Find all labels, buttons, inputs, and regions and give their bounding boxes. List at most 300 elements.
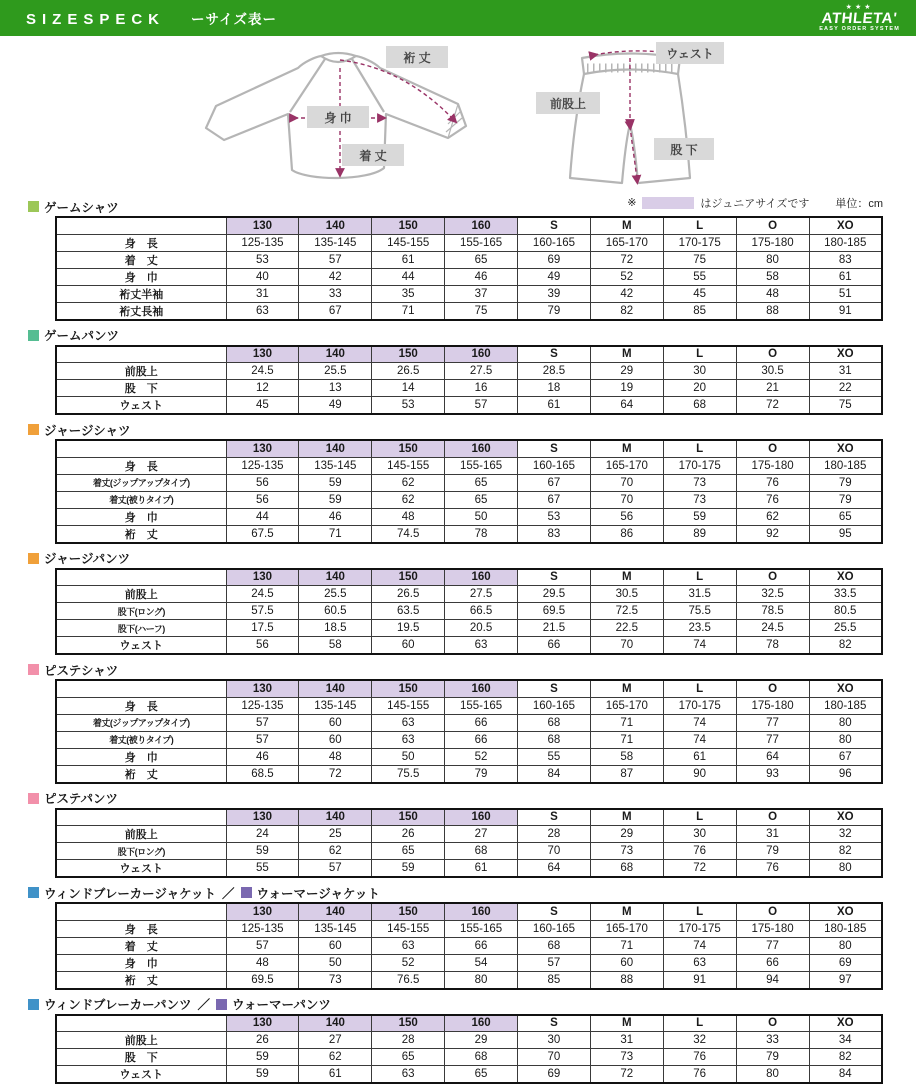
section-title-text: ゲームシャツ	[44, 198, 119, 216]
size-value-cell: 57.5	[226, 603, 299, 620]
table-title	[28, 791, 916, 806]
table-row	[56, 1066, 882, 1084]
size-value-cell: 64	[736, 748, 809, 765]
size-header-row	[56, 346, 882, 363]
size-value-cell: 125-135	[226, 234, 299, 251]
size-value-cell: 175-180	[736, 920, 809, 937]
size-value-cell: 80	[736, 251, 809, 268]
size-value-cell: 64	[518, 860, 591, 878]
size-value-cell: 135-145	[299, 920, 372, 937]
size-column-header: L	[663, 440, 736, 457]
size-column-header: S	[518, 440, 591, 457]
size-value-cell: 71	[299, 525, 372, 543]
size-value-cell: 31.5	[663, 586, 736, 603]
junior-swatch	[642, 197, 694, 209]
size-value-cell: 52	[590, 268, 663, 285]
section-title-text: ジャージパンツ	[44, 549, 130, 567]
size-value-cell: 49	[299, 397, 372, 415]
size-column-header: XO	[809, 346, 882, 363]
size-value-cell: 62	[299, 843, 372, 860]
size-value-cell: 25	[299, 826, 372, 843]
size-column-header: L	[663, 217, 736, 234]
size-column-header: M	[590, 217, 663, 234]
size-value-cell: 60	[299, 937, 372, 954]
size-value-cell: 70	[590, 637, 663, 655]
size-column-header: XO	[809, 569, 882, 586]
logo-tagline: EASY ORDER SYSTEM	[819, 27, 900, 33]
size-value-cell: 145-155	[372, 457, 445, 474]
size-value-cell: 77	[736, 714, 809, 731]
size-value-cell: 62	[299, 1049, 372, 1066]
measure-label: 着丈(被りタイプ)	[56, 731, 226, 748]
size-value-cell: 67	[299, 302, 372, 320]
size-value-cell: 175-180	[736, 457, 809, 474]
empty-corner-cell	[56, 217, 226, 234]
size-value-cell: 125-135	[226, 697, 299, 714]
size-table-section	[0, 885, 916, 990]
table-row	[56, 457, 882, 474]
size-value-cell: 86	[590, 525, 663, 543]
page-title-ja: ーサイズ表ー	[191, 8, 277, 28]
size-value-cell: 40	[226, 268, 299, 285]
size-column-header: O	[736, 569, 809, 586]
size-value-cell: 55	[663, 268, 736, 285]
table-row	[56, 508, 882, 525]
size-header-row	[56, 217, 882, 234]
size-value-cell: 79	[518, 302, 591, 320]
size-table-section	[0, 997, 916, 1084]
size-table-section	[0, 199, 916, 321]
size-value-cell: 90	[663, 765, 736, 783]
size-value-cell: 57	[445, 397, 518, 415]
table-row	[56, 920, 882, 937]
size-column-header: S	[518, 217, 591, 234]
size-value-cell: 180-185	[809, 920, 882, 937]
size-value-cell: 60	[299, 714, 372, 731]
size-column-header: 130	[226, 569, 299, 586]
size-column-header: 160	[445, 440, 518, 457]
size-value-cell: 48	[299, 748, 372, 765]
size-value-cell: 53	[226, 251, 299, 268]
size-column-header: 140	[299, 1015, 372, 1032]
size-value-cell: 76	[663, 1049, 736, 1066]
svg-text:前股上: 前股上	[550, 96, 586, 111]
measure-label: 裄丈半袖	[56, 285, 226, 302]
size-value-cell: 24.5	[226, 586, 299, 603]
size-value-cell: 170-175	[663, 457, 736, 474]
size-value-cell: 30	[663, 826, 736, 843]
size-column-header: S	[518, 346, 591, 363]
size-value-cell: 48	[372, 508, 445, 525]
size-value-cell: 65	[445, 1066, 518, 1084]
size-value-cell: 33.5	[809, 586, 882, 603]
size-table	[55, 808, 883, 879]
measure-label: 裄丈長袖	[56, 302, 226, 320]
svg-text:着 丈: 着 丈	[359, 148, 386, 163]
size-value-cell: 65	[372, 843, 445, 860]
size-value-cell: 69.5	[226, 971, 299, 989]
size-value-cell: 72.5	[590, 603, 663, 620]
size-value-cell: 50	[372, 748, 445, 765]
svg-text:ウェスト: ウェスト	[666, 47, 714, 61]
size-value-cell: 82	[590, 302, 663, 320]
table-row	[56, 954, 882, 971]
measure-label: ウェスト	[56, 397, 226, 415]
size-value-cell: 20	[663, 380, 736, 397]
size-value-cell: 58	[299, 637, 372, 655]
size-value-cell: 29	[590, 826, 663, 843]
size-value-cell: 50	[299, 954, 372, 971]
size-value-cell: 26	[372, 826, 445, 843]
section-title-text: ジャージシャツ	[44, 421, 130, 439]
size-value-cell: 76	[736, 474, 809, 491]
size-value-cell: 88	[736, 302, 809, 320]
size-value-cell: 135-145	[299, 457, 372, 474]
size-value-cell: 125-135	[226, 920, 299, 937]
size-value-cell: 79	[445, 765, 518, 783]
size-value-cell: 71	[372, 302, 445, 320]
size-value-cell: 27.5	[445, 586, 518, 603]
size-value-cell: 92	[736, 525, 809, 543]
table-row	[56, 234, 882, 251]
table-row	[56, 843, 882, 860]
section-title-text: ゲームパンツ	[44, 326, 119, 344]
section-bullet-icon	[241, 887, 252, 898]
size-value-cell: 29.5	[518, 586, 591, 603]
size-value-cell: 170-175	[663, 697, 736, 714]
size-value-cell: 59	[299, 474, 372, 491]
table-row	[56, 363, 882, 380]
size-table	[55, 679, 883, 784]
size-value-cell: 34	[809, 1032, 882, 1049]
size-table-section	[0, 551, 916, 656]
size-value-cell: 72	[590, 251, 663, 268]
size-value-cell: 27	[445, 826, 518, 843]
measure-label: 裄 丈	[56, 971, 226, 989]
size-value-cell: 180-185	[809, 697, 882, 714]
measure-label: 股下(ロング)	[56, 603, 226, 620]
size-value-cell: 60	[590, 954, 663, 971]
size-value-cell: 160-165	[518, 920, 591, 937]
size-value-cell: 74	[663, 637, 736, 655]
size-value-cell: 74	[663, 714, 736, 731]
size-value-cell: 20.5	[445, 620, 518, 637]
size-column-header: O	[736, 680, 809, 697]
size-column-header: S	[518, 903, 591, 920]
measure-label: 身 長	[56, 457, 226, 474]
size-value-cell: 68	[518, 714, 591, 731]
size-value-cell: 33	[736, 1032, 809, 1049]
note-mark: ※	[627, 196, 636, 209]
table-title	[28, 997, 916, 1012]
size-value-cell: 160-165	[518, 234, 591, 251]
size-value-cell: 56	[226, 491, 299, 508]
size-value-cell: 65	[809, 508, 882, 525]
size-value-cell: 82	[809, 1049, 882, 1066]
size-value-cell: 95	[809, 525, 882, 543]
size-value-cell: 59	[226, 1066, 299, 1084]
size-value-cell: 80.5	[809, 603, 882, 620]
size-value-cell: 46	[226, 748, 299, 765]
table-title	[28, 422, 916, 437]
measure-label: 身 長	[56, 234, 226, 251]
table-row	[56, 268, 882, 285]
size-value-cell: 69	[518, 251, 591, 268]
size-header-row	[56, 809, 882, 826]
size-value-cell: 67	[518, 491, 591, 508]
size-column-header: L	[663, 903, 736, 920]
size-value-cell: 22.5	[590, 620, 663, 637]
size-value-cell: 61	[445, 860, 518, 878]
table-row	[56, 731, 882, 748]
size-value-cell: 61	[518, 397, 591, 415]
size-value-cell: 73	[663, 491, 736, 508]
size-value-cell: 79	[809, 474, 882, 491]
size-value-cell: 82	[809, 843, 882, 860]
size-column-header: 140	[299, 903, 372, 920]
empty-corner-cell	[56, 809, 226, 826]
measure-label: 身 巾	[56, 954, 226, 971]
size-value-cell: 72	[299, 765, 372, 783]
size-value-cell: 52	[372, 954, 445, 971]
size-value-cell: 37	[445, 285, 518, 302]
size-value-cell: 14	[372, 380, 445, 397]
size-value-cell: 75	[663, 251, 736, 268]
size-value-cell: 69.5	[518, 603, 591, 620]
size-value-cell: 72	[736, 397, 809, 415]
size-value-cell: 62	[372, 474, 445, 491]
section-bullet-icon	[28, 664, 39, 675]
size-value-cell: 125-135	[226, 457, 299, 474]
section-title-text: ウォーマージャケット	[257, 884, 380, 902]
size-value-cell: 63	[372, 714, 445, 731]
size-column-header: 130	[226, 903, 299, 920]
size-value-cell: 66.5	[445, 603, 518, 620]
size-column-header: 160	[445, 346, 518, 363]
size-value-cell: 18.5	[299, 620, 372, 637]
size-value-cell: 53	[518, 508, 591, 525]
size-table-section	[0, 422, 916, 544]
table-row	[56, 637, 882, 655]
size-value-cell: 71	[590, 714, 663, 731]
measure-label: 前股上	[56, 1032, 226, 1049]
size-value-cell: 58	[590, 748, 663, 765]
size-value-cell: 79	[736, 1049, 809, 1066]
table-row	[56, 697, 882, 714]
size-value-cell: 25.5	[299, 363, 372, 380]
size-value-cell: 31	[809, 363, 882, 380]
size-value-cell: 63	[663, 954, 736, 971]
size-column-header: XO	[809, 217, 882, 234]
size-value-cell: 70	[590, 474, 663, 491]
measure-label: 裄 丈	[56, 525, 226, 543]
size-value-cell: 165-170	[590, 697, 663, 714]
section-bullet-icon	[28, 424, 39, 435]
svg-text:股 下: 股 下	[670, 142, 697, 157]
size-column-header: 150	[372, 217, 445, 234]
size-value-cell: 62	[736, 508, 809, 525]
size-value-cell: 46	[299, 508, 372, 525]
size-value-cell: 76.5	[372, 971, 445, 989]
athleta-logo	[819, 4, 904, 33]
size-value-cell: 80	[809, 937, 882, 954]
size-value-cell: 180-185	[809, 234, 882, 251]
size-value-cell: 24	[226, 826, 299, 843]
page-title	[26, 8, 277, 28]
size-column-header: S	[518, 569, 591, 586]
size-value-cell: 85	[663, 302, 736, 320]
table-row	[56, 302, 882, 320]
table-row	[56, 971, 882, 989]
size-value-cell: 80	[809, 714, 882, 731]
size-value-cell: 67	[518, 474, 591, 491]
size-value-cell: 17.5	[226, 620, 299, 637]
size-column-header: L	[663, 809, 736, 826]
size-value-cell: 25.5	[299, 586, 372, 603]
size-value-cell: 28	[372, 1032, 445, 1049]
size-column-header: M	[590, 680, 663, 697]
size-value-cell: 78	[736, 637, 809, 655]
size-value-cell: 84	[809, 1066, 882, 1084]
size-column-header: L	[663, 680, 736, 697]
size-value-cell: 72	[663, 860, 736, 878]
size-column-header: 150	[372, 809, 445, 826]
size-value-cell: 42	[299, 268, 372, 285]
logo-stars-icon: ★★★	[819, 4, 900, 11]
size-value-cell: 46	[445, 268, 518, 285]
size-value-cell: 26.5	[372, 586, 445, 603]
table-title	[28, 551, 916, 566]
measure-label: 身 巾	[56, 268, 226, 285]
empty-corner-cell	[56, 346, 226, 363]
size-value-cell: 70	[518, 843, 591, 860]
size-value-cell: 73	[663, 474, 736, 491]
size-value-cell: 70	[518, 1049, 591, 1066]
size-value-cell: 39	[518, 285, 591, 302]
shirt-diagram	[190, 42, 490, 194]
size-value-cell: 56	[226, 637, 299, 655]
size-value-cell: 73	[590, 1049, 663, 1066]
size-column-header: 140	[299, 680, 372, 697]
size-value-cell: 155-165	[445, 457, 518, 474]
size-column-header: 140	[299, 440, 372, 457]
size-value-cell: 24.5	[226, 363, 299, 380]
size-value-cell: 49	[518, 268, 591, 285]
size-value-cell: 66	[445, 714, 518, 731]
size-value-cell: 68	[663, 397, 736, 415]
size-value-cell: 85	[518, 971, 591, 989]
size-value-cell: 67.5	[226, 525, 299, 543]
table-row	[56, 491, 882, 508]
measurement-diagrams	[0, 36, 916, 196]
size-value-cell: 35	[372, 285, 445, 302]
size-column-header: O	[736, 809, 809, 826]
section-title-text: ピステパンツ	[44, 789, 118, 807]
size-value-cell: 69	[809, 954, 882, 971]
table-row	[56, 826, 882, 843]
size-value-cell: 63	[372, 731, 445, 748]
table-row	[56, 714, 882, 731]
size-column-header: 160	[445, 680, 518, 697]
size-value-cell: 64	[590, 397, 663, 415]
size-value-cell: 75.5	[372, 765, 445, 783]
size-value-cell: 78.5	[736, 603, 809, 620]
table-row	[56, 620, 882, 637]
size-value-cell: 57	[299, 860, 372, 878]
measure-label: 股 下	[56, 380, 226, 397]
size-value-cell: 75	[809, 397, 882, 415]
size-value-cell: 31	[736, 826, 809, 843]
size-header-row	[56, 569, 882, 586]
size-value-cell: 68	[518, 937, 591, 954]
size-value-cell: 72	[590, 1066, 663, 1084]
size-value-cell: 165-170	[590, 234, 663, 251]
size-value-cell: 77	[736, 731, 809, 748]
size-value-cell: 16	[445, 380, 518, 397]
size-column-header: O	[736, 217, 809, 234]
size-value-cell: 155-165	[445, 920, 518, 937]
size-value-cell: 30.5	[736, 363, 809, 380]
size-table	[55, 1014, 883, 1084]
svg-text:身 巾: 身 巾	[324, 110, 351, 125]
size-value-cell: 59	[299, 491, 372, 508]
size-column-header: O	[736, 440, 809, 457]
size-value-cell: 76	[736, 491, 809, 508]
section-bullet-icon	[28, 793, 39, 804]
size-column-header: O	[736, 1015, 809, 1032]
measure-label: 着丈(ジップアップタイプ)	[56, 474, 226, 491]
size-column-header: 150	[372, 1015, 445, 1032]
size-value-cell: 23.5	[663, 620, 736, 637]
measure-label: ウェスト	[56, 637, 226, 655]
measure-label: 股下(ロング)	[56, 843, 226, 860]
size-value-cell: 57	[226, 937, 299, 954]
size-column-header: L	[663, 346, 736, 363]
size-value-cell: 145-155	[372, 697, 445, 714]
title-separator: ／	[222, 884, 235, 902]
pants-diagram	[534, 42, 726, 194]
size-value-cell: 74	[663, 937, 736, 954]
size-value-cell: 48	[736, 285, 809, 302]
size-column-header: O	[736, 346, 809, 363]
size-value-cell: 33	[299, 285, 372, 302]
size-value-cell: 68	[518, 731, 591, 748]
size-value-cell: 66	[736, 954, 809, 971]
size-table-section	[0, 328, 916, 416]
size-value-cell: 65	[445, 474, 518, 491]
size-value-cell: 51	[809, 285, 882, 302]
size-value-cell: 19	[590, 380, 663, 397]
size-column-header: O	[736, 903, 809, 920]
size-value-cell: 80	[445, 971, 518, 989]
size-value-cell: 26.5	[372, 363, 445, 380]
size-column-header: XO	[809, 903, 882, 920]
size-value-cell: 61	[809, 268, 882, 285]
size-column-header: 130	[226, 1015, 299, 1032]
size-column-header: 150	[372, 680, 445, 697]
size-value-cell: 70	[590, 491, 663, 508]
size-value-cell: 160-165	[518, 457, 591, 474]
size-value-cell: 66	[518, 637, 591, 655]
table-row	[56, 586, 882, 603]
size-value-cell: 55	[518, 748, 591, 765]
size-value-cell: 27.5	[445, 363, 518, 380]
size-value-cell: 145-155	[372, 920, 445, 937]
size-column-header: 140	[299, 346, 372, 363]
size-column-header: M	[590, 569, 663, 586]
measure-label: 前股上	[56, 586, 226, 603]
size-column-header: 150	[372, 903, 445, 920]
